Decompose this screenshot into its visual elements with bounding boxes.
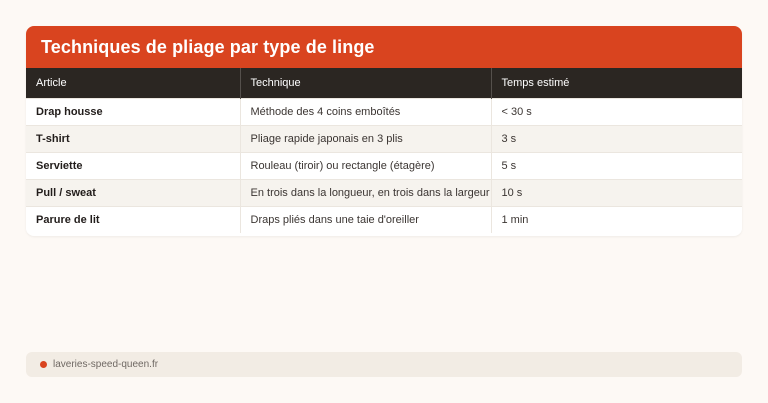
table-row: [26, 125, 742, 152]
table-title: Techniques de pliage par type de linge: [41, 36, 375, 57]
table-row: [26, 206, 742, 233]
cell-article: Pull / sweat: [26, 179, 240, 206]
cell-time: 5 s: [491, 152, 742, 179]
cell-time: 3 s: [491, 125, 742, 152]
cell-time: < 30 s: [491, 98, 742, 125]
table-header-row: [26, 68, 742, 98]
column-header-technique: Technique: [240, 68, 491, 98]
cell-article: T-shirt: [26, 125, 240, 152]
card-header: [26, 26, 742, 68]
cell-article: Parure de lit: [26, 206, 240, 233]
column-header-time: Temps estimé: [491, 68, 742, 98]
cell-article: Serviette: [26, 152, 240, 179]
cell-technique: Rouleau (tiroir) ou rectangle (étagère): [240, 152, 491, 179]
column-header-article: Article: [36, 76, 67, 89]
folding-table: [26, 68, 742, 233]
source-link[interactable]: laveries-speed-queen.fr: [53, 359, 159, 370]
bullet-dot-icon: [40, 361, 47, 368]
table-row: [26, 98, 742, 125]
cell-technique: Pliage rapide japonais en 3 plis: [240, 125, 491, 152]
cell-time: 1 min: [491, 206, 742, 233]
table-row: [26, 179, 742, 206]
source-footer: [26, 352, 742, 377]
folding-table-card: [26, 26, 742, 236]
cell-technique: Méthode des 4 coins emboîtés: [240, 98, 491, 125]
cell-article: Drap housse: [26, 98, 240, 125]
cell-time: 10 s: [491, 179, 742, 206]
cell-technique: Draps pliés dans une taie d'oreiller: [240, 206, 491, 233]
table-row: [26, 152, 742, 179]
cell-technique: En trois dans la longueur, en trois dans la largeur: [240, 179, 491, 206]
